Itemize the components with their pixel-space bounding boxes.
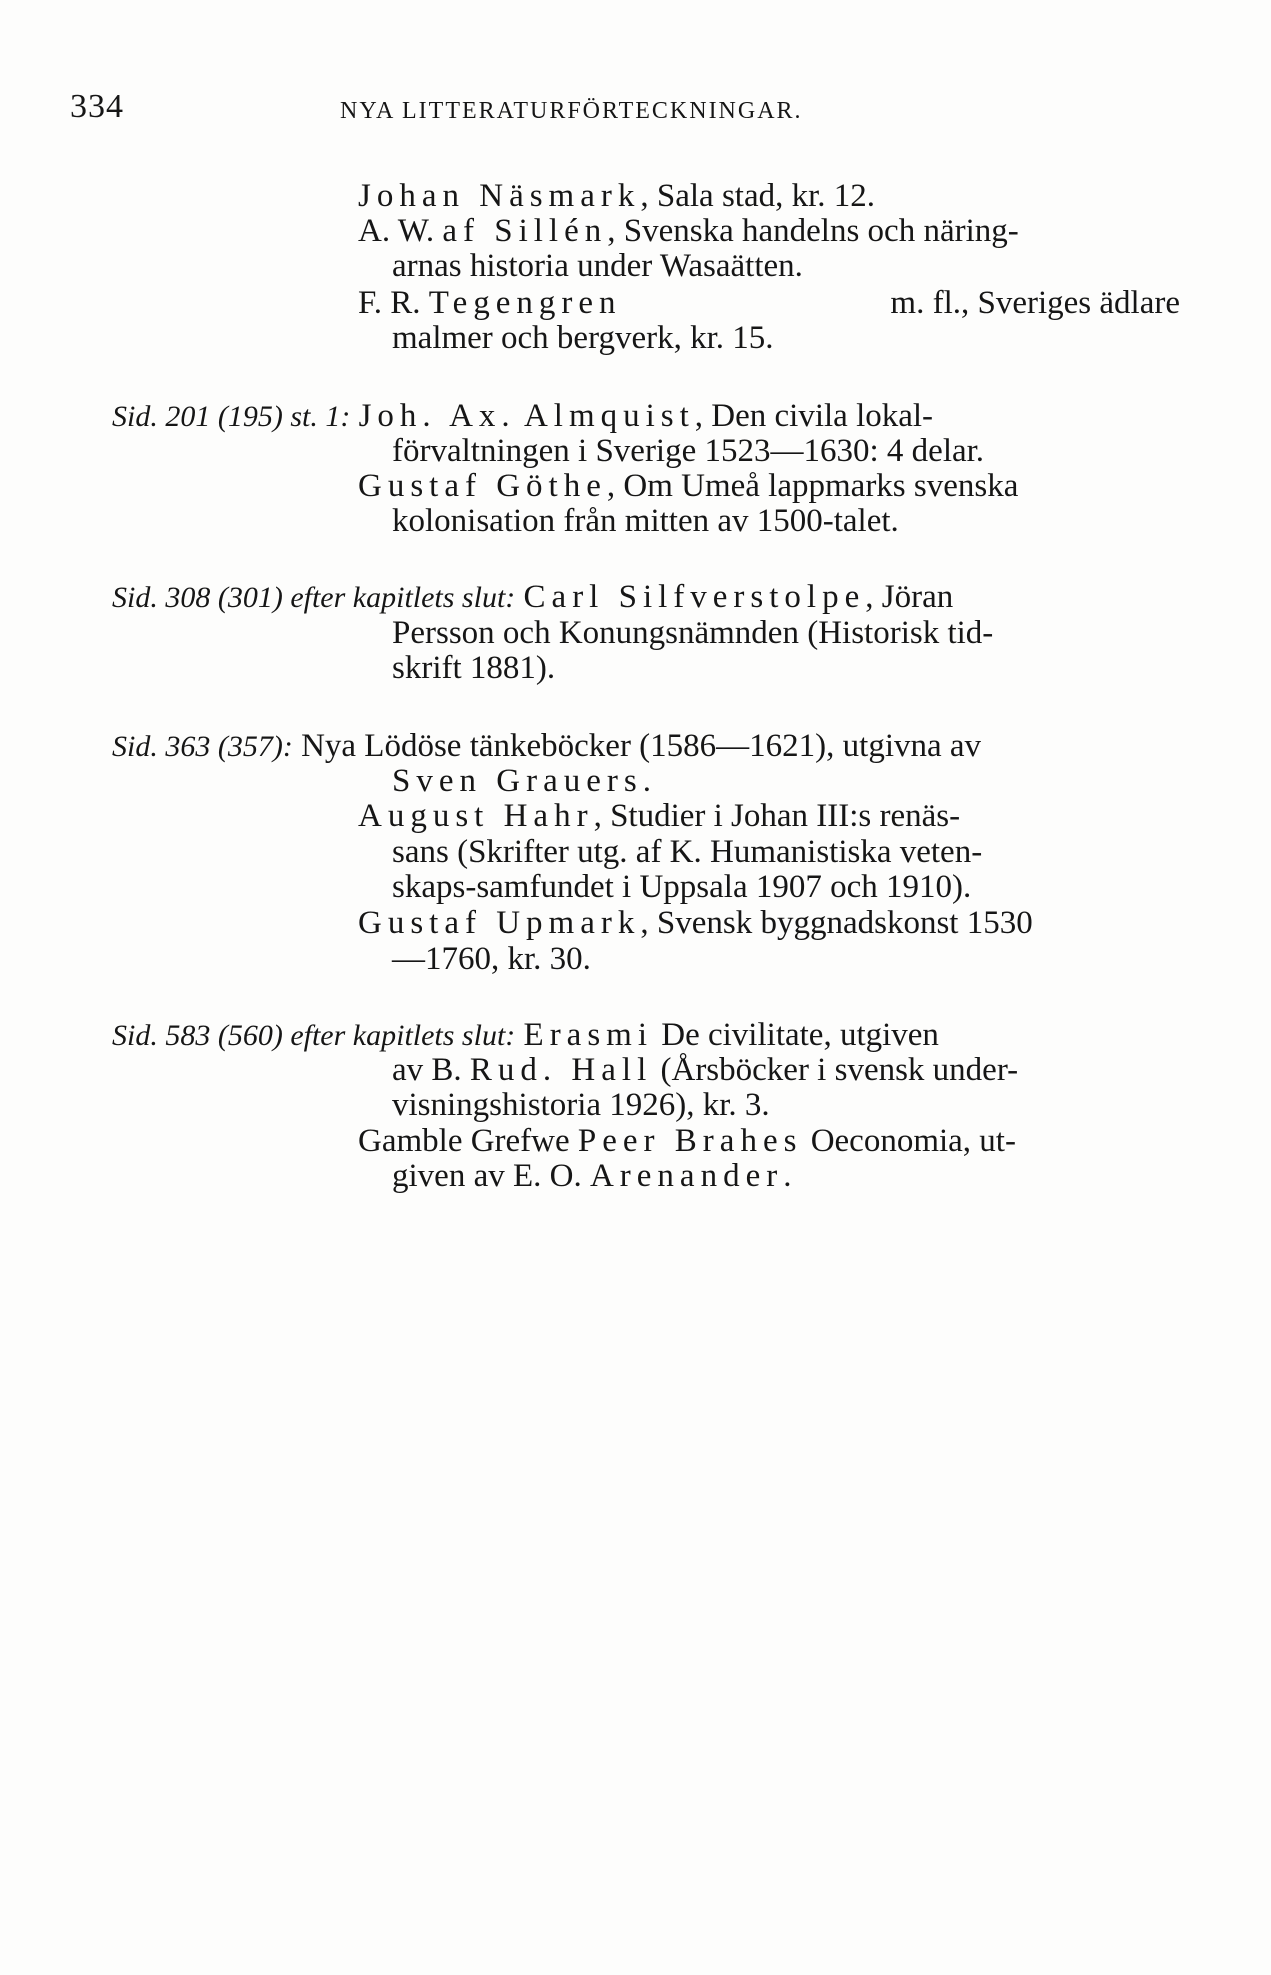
bib-line: skaps-samfundet i Uppsala 1907 och 1910). <box>392 869 972 905</box>
bib-line: F. R. Tegengren m. fl., Sveriges ädlare <box>358 285 1180 321</box>
bib-line: av B. Rud. Hall (Årsböcker i svensk under- <box>392 1052 1019 1088</box>
bib-line: Gamble Grefwe Peer Brahes Oeconomia, ut- <box>358 1123 1016 1159</box>
bib-line: given av E. O. Arenander. <box>392 1158 792 1194</box>
bib-line: Sven Grauers. <box>392 763 651 799</box>
bib-line: Gustaf Göthe, Om Umeå lappmarks svenska <box>358 468 1019 504</box>
bib-line: —1760, kr. 30. <box>392 941 591 977</box>
bib-line: förvaltningen i Sverige 1523—1630: 4 delar. <box>392 433 985 469</box>
page-number: 334 <box>70 88 124 125</box>
bib-line: August Hahr, Studier i Johan III:s renäs- <box>358 798 961 834</box>
bib-line: sans (Skrifter utg. af K. Humanistiska veten- <box>392 834 983 870</box>
bib-line: visningshistoria 1926), kr. 3. <box>392 1087 770 1123</box>
bib-line: arnas historia under Wasaätten. <box>392 248 803 284</box>
page-reference: Sid. 583 (560) efter kapitlets slut: <box>112 1019 516 1052</box>
bib-line: malmer och bergverk, kr. 15. <box>392 320 774 356</box>
bib-line: Sid. 583 (560) efter kapitlets slut: Erasmi De civilitate, utgiven <box>112 1017 939 1053</box>
bib-line: Gustaf Upmark, Svensk byggnadskonst 1530 <box>358 905 1033 941</box>
bib-line: Johan Näsmark, Sala stad, kr. 12. <box>358 178 876 214</box>
page-reference: Sid. 201 (195) st. 1: <box>112 400 351 433</box>
bib-line: A. W. af Sillén, Svenska handelns och näring- <box>358 213 1019 249</box>
bib-line: kolonisation från mitten av 1500-talet. <box>392 503 899 539</box>
bib-line: Sid. 201 (195) st. 1: Joh. Ax. Almquist, Den civila lokal- <box>112 398 934 434</box>
bib-line: Persson och Konungsnämnden (Historisk tid- <box>392 615 994 651</box>
page-reference: Sid. 363 (357): <box>112 730 293 763</box>
bib-line: Sid. 308 (301) efter kapitlets slut: Carl Silfverstolpe, Jöran <box>112 579 954 615</box>
bib-line: skrift 1881). <box>392 650 556 686</box>
page-header <box>70 88 1170 138</box>
page-reference: Sid. 308 (301) efter kapitlets slut: <box>112 581 516 614</box>
bib-line: Sid. 363 (357): Nya Lödöse tänkeböcker (1586—1621), utgivna av <box>112 728 982 764</box>
running-head: NYA LITTERATURFÖRTECKNINGAR. <box>340 98 803 124</box>
